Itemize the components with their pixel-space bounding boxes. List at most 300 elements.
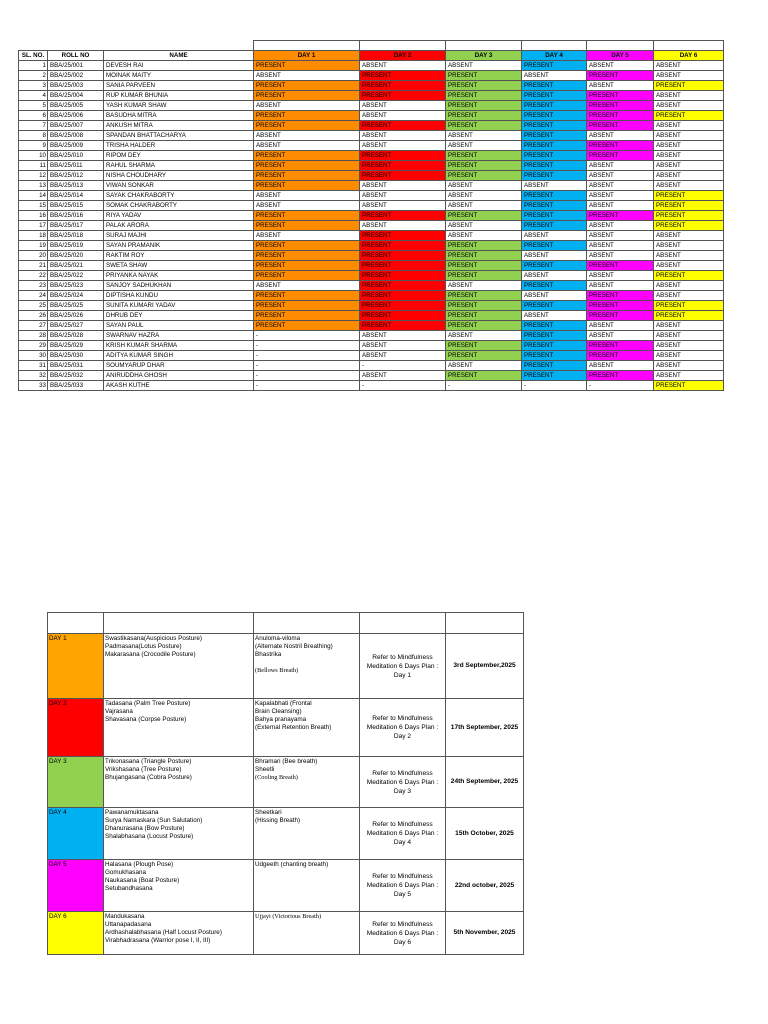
plan-day-label: DAY 3 [48, 757, 104, 808]
attendance-cell-day-2: PRESENT [360, 241, 446, 251]
roll-no-cell: BBA/25/017 [48, 221, 104, 231]
attendance-cell-day-5: ABSENT [587, 181, 654, 191]
attendance-cell-day-4: PRESENT [522, 91, 587, 101]
attendance-cell-day-2: ABSENT [360, 111, 446, 121]
attendance-cell-day-2: PRESENT [360, 171, 446, 181]
plan-header-cell [48, 613, 104, 634]
sl-no-cell: 30 [19, 351, 48, 361]
attendance-cell-day-4: PRESENT [522, 191, 587, 201]
roll-no-cell: BBA/25/001 [48, 61, 104, 71]
attendance-cell-day-1: PRESENT [254, 321, 360, 331]
plan-row [48, 634, 524, 699]
header-day-5: DAY 5 [587, 51, 654, 61]
plan-date: 24th September, 2025 [446, 757, 524, 808]
attendance-cell-day-1: - [254, 361, 360, 371]
attendance-cell-day-1: PRESENT [254, 121, 360, 131]
attendance-cell-day-2: ABSENT [360, 141, 446, 151]
table-row [19, 241, 724, 251]
sl-no-cell: 7 [19, 121, 48, 131]
roll-no-cell: BBA/25/013 [48, 181, 104, 191]
attendance-cell-day-1: PRESENT [254, 151, 360, 161]
name-cell: SURAJ MAJHI [104, 231, 254, 241]
header-day-4: DAY 4 [522, 51, 587, 61]
attendance-cell-day-4: ABSENT [522, 251, 587, 261]
sl-no-cell: 13 [19, 181, 48, 191]
plan-asanas-line: Halasana (Plough Pose) [105, 861, 174, 868]
sl-no-cell: 8 [19, 131, 48, 141]
attendance-cell-day-3: PRESENT [446, 241, 522, 251]
attendance-cell-day-6: ABSENT [654, 341, 724, 351]
name-cell: DIPTISHA KUNDU [104, 291, 254, 301]
attendance-cell-day-1: PRESENT [254, 291, 360, 301]
attendance-cell-day-2: ABSENT [360, 61, 446, 71]
plan-reference-line: Meditation 6 Days Plan : [366, 929, 439, 937]
attendance-cell-day-2: ABSENT [360, 131, 446, 141]
attendance-cell-day-3: ABSENT [446, 201, 522, 211]
sl-no-cell: 29 [19, 341, 48, 351]
roll-no-cell: BBA/25/029 [48, 341, 104, 351]
attendance-cell-day-1: PRESENT [254, 271, 360, 281]
attendance-cell-day-2: ABSENT [360, 341, 446, 351]
table-row [19, 121, 724, 131]
attendance-cell-day-6: PRESENT [654, 111, 724, 121]
attendance-cell-day-5: ABSENT [587, 331, 654, 341]
attendance-cell-day-6: PRESENT [654, 271, 724, 281]
name-cell: SAYAN PRAMANIK [104, 241, 254, 251]
plan-pranayama-line: Ujjayi (Victorious Breath) [255, 913, 322, 920]
sl-no-cell: 14 [19, 191, 48, 201]
attendance-cell-day-3: PRESENT [446, 81, 522, 91]
attendance-cell-day-6: PRESENT [654, 191, 724, 201]
attendance-cell-day-6: PRESENT [654, 81, 724, 91]
attendance-cell-day-3: PRESENT [446, 351, 522, 361]
sl-no-cell: 5 [19, 101, 48, 111]
table-row [19, 81, 724, 91]
plan-header-cell [104, 613, 254, 634]
plan-pranayama-line: Bhastrika [255, 651, 282, 658]
plan-pranayama-line: Sheetli [255, 766, 275, 773]
roll-no-cell: BBA/25/011 [48, 161, 104, 171]
attendance-cell-day-1: ABSENT [254, 71, 360, 81]
plan-reference-line: Refer to Mindfulness [372, 715, 433, 722]
attendance-cell-day-2: PRESENT [360, 91, 446, 101]
attendance-cell-day-4: ABSENT [522, 311, 587, 321]
table-row [19, 131, 724, 141]
roll-no-cell: BBA/25/026 [48, 311, 104, 321]
plan-row [48, 808, 524, 860]
plan-day-label: DAY 6 [48, 912, 104, 955]
attendance-cell-day-1: - [254, 351, 360, 361]
table-row [19, 171, 724, 181]
sl-no-cell: 22 [19, 271, 48, 281]
table-row [19, 101, 724, 111]
name-cell: SANIA PARVEEN [104, 81, 254, 91]
roll-no-cell: BBA/25/007 [48, 121, 104, 131]
attendance-cell-day-4: PRESENT [522, 371, 587, 381]
attendance-cell-day-3: PRESENT [446, 171, 522, 181]
attendance-cell-day-2: PRESENT [360, 151, 446, 161]
attendance-cell-day-6: ABSENT [654, 161, 724, 171]
plan-pranayama-line [255, 659, 358, 667]
attendance-cell-day-3: PRESENT [446, 251, 522, 261]
attendance-cell-day-3: ABSENT [446, 141, 522, 151]
roll-no-cell: BBA/25/021 [48, 261, 104, 271]
attendance-cell-day-5: ABSENT [587, 241, 654, 251]
attendance-cell-day-5: PRESENT [587, 371, 654, 381]
table-row [19, 361, 724, 371]
attendance-cell-day-6: ABSENT [654, 171, 724, 181]
attendance-cell-day-2: PRESENT [360, 301, 446, 311]
table-row [19, 231, 724, 241]
sl-no-cell: 10 [19, 151, 48, 161]
attendance-cell-day-1: PRESENT [254, 181, 360, 191]
plan-pranayama [254, 699, 360, 757]
attendance-cell-day-3: PRESENT [446, 291, 522, 301]
plan-pranayama-line: (Bellows Breath) [255, 667, 299, 674]
attendance-cell-day-3: PRESENT [446, 321, 522, 331]
attendance-cell-day-6: ABSENT [654, 151, 724, 161]
sl-no-cell: 23 [19, 281, 48, 291]
table-row [19, 91, 724, 101]
plan-reference-line: Meditation 6 Days Plan : [366, 724, 439, 731]
attendance-cell-day-6: ABSENT [654, 131, 724, 141]
plan-row [48, 699, 524, 757]
attendance-cell-day-1: PRESENT [254, 171, 360, 181]
attendance-cell-day-3: PRESENT [446, 121, 522, 131]
attendance-cell-day-6: ABSENT [654, 361, 724, 371]
attendance-cell-day-2: PRESENT [360, 321, 446, 331]
attendance-cell-day-5: PRESENT [587, 101, 654, 111]
attendance-table [18, 40, 724, 391]
plan-reference [360, 699, 446, 757]
attendance-cell-day-1: PRESENT [254, 261, 360, 271]
plan-asanas-line: Vajrasana [105, 708, 133, 715]
attendance-cell-day-2: PRESENT [360, 281, 446, 291]
header-day-1: DAY 1 [254, 51, 360, 61]
attendance-cell-day-5: ABSENT [587, 281, 654, 291]
attendance-cell-day-6: ABSENT [654, 101, 724, 111]
table-row [19, 111, 724, 121]
plan-pranayama-line: Bhramari (Bee breath) [255, 758, 318, 765]
plan-pranayama-line: Kapalabhati (Frontal [255, 700, 312, 707]
attendance-cell-day-6: ABSENT [654, 241, 724, 251]
header-day-6: DAY 6 [654, 51, 724, 61]
attendance-cell-day-3: PRESENT [446, 111, 522, 121]
name-cell: DHRUB DEY [104, 311, 254, 321]
plan-reference-line: Meditation 6 Days Plan : [366, 778, 439, 786]
sl-no-cell: 6 [19, 111, 48, 121]
sl-no-cell: 9 [19, 141, 48, 151]
name-cell: SPANDAN BHATTACHARYA [104, 131, 254, 141]
attendance-cell-day-4: PRESENT [522, 301, 587, 311]
roll-no-cell: BBA/25/015 [48, 201, 104, 211]
plan-reference-line: Refer to Mindfulness [372, 769, 433, 777]
attendance-cell-day-2: ABSENT [360, 191, 446, 201]
attendance-cell-day-5: PRESENT [587, 71, 654, 81]
plan-reference-line: Day 6 [393, 938, 412, 946]
plan-reference-line: Refer to Mindfulness [372, 653, 433, 661]
attendance-cell-day-4: PRESENT [522, 61, 587, 71]
attendance-cell-day-1: PRESENT [254, 221, 360, 231]
plan-asanas [104, 860, 254, 912]
attendance-cell-day-6: PRESENT [654, 381, 724, 391]
plan-pranayama [254, 634, 360, 699]
plan-pranayama-line: (Alternate Nostril Breathing) [255, 643, 333, 650]
attendance-cell-day-6: ABSENT [654, 371, 724, 381]
attendance-cell-day-1: - [254, 381, 360, 391]
sl-no-cell: 15 [19, 201, 48, 211]
plan-pranayama-line: Anuloma-viloma [255, 635, 301, 642]
plan-asanas [104, 699, 254, 757]
attendance-cell-day-4: PRESENT [522, 281, 587, 291]
attendance-cell-day-6: ABSENT [654, 91, 724, 101]
name-cell: RAHUL SHARMA [104, 161, 254, 171]
attendance-cell-day-4: PRESENT [522, 331, 587, 341]
plan-asanas-line: Surya Namaskara (Sun Salutation) [105, 817, 203, 824]
table-row [19, 201, 724, 211]
attendance-cell-day-3: ABSENT [446, 231, 522, 241]
name-cell: TRISHA HALDER [104, 141, 254, 151]
name-cell: AKASH KUTHE [104, 381, 254, 391]
attendance-cell-day-2: PRESENT [360, 121, 446, 131]
table-row [19, 191, 724, 201]
roll-no-cell: BBA/25/008 [48, 131, 104, 141]
plan-pranayama-line: Brain Cleansing) [255, 708, 302, 715]
roll-no-cell: BBA/25/012 [48, 171, 104, 181]
attendance-cell-day-5: PRESENT [587, 351, 654, 361]
attendance-cell-day-3: PRESENT [446, 71, 522, 81]
plan-asanas [104, 757, 254, 808]
name-cell: SOUMYARUP DHAR [104, 361, 254, 371]
attendance-cell-day-2: PRESENT [360, 81, 446, 91]
attendance-cell-day-1: PRESENT [254, 81, 360, 91]
attendance-cell-day-4: ABSENT [522, 231, 587, 241]
plan-pranayama-line: (External Retention Breath) [255, 724, 332, 731]
attendance-cell-day-5: - [587, 381, 654, 391]
attendance-body [19, 61, 724, 391]
attendance-cell-day-6: ABSENT [654, 351, 724, 361]
table-row [19, 301, 724, 311]
name-cell: SAYAN PAUL [104, 321, 254, 331]
plan-reference-line: Meditation 6 Days Plan : [366, 830, 439, 837]
attendance-cell-day-4: PRESENT [522, 321, 587, 331]
plan-reference-line: Day 4 [393, 839, 412, 846]
attendance-cell-day-6: ABSENT [654, 231, 724, 241]
attendance-cell-day-5: PRESENT [587, 141, 654, 151]
attendance-cell-day-2: PRESENT [360, 261, 446, 271]
plan-date: 22nd october, 2025 [446, 860, 524, 912]
attendance-cell-day-6: PRESENT [654, 211, 724, 221]
plan-asanas-line: Padmasana(Lotus Posture) [105, 643, 182, 650]
name-cell: ANIRUDDHA GHOSH [104, 371, 254, 381]
attendance-cell-day-1: PRESENT [254, 211, 360, 221]
plan-reference-line: Meditation 6 Days Plan : [366, 882, 439, 889]
attendance-cell-day-5: ABSENT [587, 161, 654, 171]
attendance-cell-day-5: ABSENT [587, 201, 654, 211]
plan-pranayama-line: Sheetkari [255, 809, 282, 816]
attendance-cell-day-3: PRESENT [446, 341, 522, 351]
attendance-cell-day-1: ABSENT [254, 231, 360, 241]
plan-asanas-line: Naukasana (Boat Posture) [105, 877, 180, 884]
attendance-cell-day-3: ABSENT [446, 221, 522, 231]
attendance-cell-day-1: - [254, 331, 360, 341]
attendance-cell-day-4: PRESENT [522, 111, 587, 121]
attendance-cell-day-1: - [254, 371, 360, 381]
attendance-cell-day-5: PRESENT [587, 311, 654, 321]
attendance-cell-day-3: ABSENT [446, 331, 522, 341]
attendance-cell-day-3: PRESENT [446, 91, 522, 101]
table-row [19, 281, 724, 291]
attendance-cell-day-2: PRESENT [360, 311, 446, 321]
attendance-cell-day-5: ABSENT [587, 131, 654, 141]
attendance-cell-day-4: PRESENT [522, 141, 587, 151]
plan-asanas-line: Shalabhasana (Locust Posture) [105, 833, 194, 840]
attendance-cell-day-6: PRESENT [654, 221, 724, 231]
sl-no-cell: 28 [19, 331, 48, 341]
attendance-cell-day-2: ABSENT [360, 371, 446, 381]
attendance-cell-day-1: - [254, 341, 360, 351]
attendance-cell-day-4: ABSENT [522, 291, 587, 301]
plan-row [48, 912, 524, 955]
name-cell: SAYAK CHAKRABORTY [104, 191, 254, 201]
plan-asanas [104, 912, 254, 955]
plan-reference [360, 808, 446, 860]
attendance-cell-day-1: ABSENT [254, 201, 360, 211]
name-cell: SOMAK CHAKRABORTY [104, 201, 254, 211]
attendance-cell-day-4: PRESENT [522, 361, 587, 371]
attendance-cell-day-4: PRESENT [522, 81, 587, 91]
attendance-cell-day-3: PRESENT [446, 301, 522, 311]
attendance-cell-day-6: PRESENT [654, 301, 724, 311]
name-cell: NISHA CHOUDHARY [104, 171, 254, 181]
sl-no-cell: 4 [19, 91, 48, 101]
roll-no-cell: BBA/25/023 [48, 281, 104, 291]
attendance-cell-day-3: ABSENT [446, 361, 522, 371]
attendance-cell-day-5: ABSENT [587, 191, 654, 201]
attendance-cell-day-1: ABSENT [254, 131, 360, 141]
table-row [19, 311, 724, 321]
name-cell: VIWAN SONKAR [104, 181, 254, 191]
sl-no-cell: 18 [19, 231, 48, 241]
plan-reference-line: Day 3 [393, 787, 412, 795]
plan-reference-line: Refer to Mindfulness [372, 920, 433, 928]
attendance-cell-day-6: ABSENT [654, 121, 724, 131]
attendance-cell-day-6: PRESENT [654, 311, 724, 321]
attendance-cell-day-2: ABSENT [360, 351, 446, 361]
sl-no-cell: 32 [19, 371, 48, 381]
plan-asanas-line: Makarasana (Crocodile Posture) [105, 651, 196, 658]
plan-pranayama-line: (Hissing Breath) [255, 817, 301, 824]
attendance-cell-day-1: ABSENT [254, 191, 360, 201]
plan-reference-line: Day 1 [393, 671, 412, 679]
roll-no-cell: BBA/25/018 [48, 231, 104, 241]
roll-no-cell: BBA/25/014 [48, 191, 104, 201]
plan-pranayama-line: (Cooling Breath) [255, 774, 298, 781]
attendance-cell-day-5: PRESENT [587, 301, 654, 311]
attendance-cell-day-3: PRESENT [446, 261, 522, 271]
attendance-cell-day-3: ABSENT [446, 61, 522, 71]
attendance-cell-day-2: ABSENT [360, 221, 446, 231]
table-row [19, 221, 724, 231]
attendance-cell-day-4: PRESENT [522, 131, 587, 141]
attendance-cell-day-3: PRESENT [446, 271, 522, 281]
sl-no-cell: 11 [19, 161, 48, 171]
header-name: NAME [104, 51, 254, 61]
yoga-plan-table [47, 612, 524, 955]
attendance-cell-day-6: ABSENT [654, 291, 724, 301]
name-cell: PRIYANKA NAYAK [104, 271, 254, 281]
attendance-cell-day-1: PRESENT [254, 301, 360, 311]
table-row [19, 331, 724, 341]
name-cell: PALAK ARORA [104, 221, 254, 231]
attendance-cell-day-1: PRESENT [254, 111, 360, 121]
plan-asanas-line: Setubandhasana [105, 885, 153, 892]
plan-reference [360, 757, 446, 808]
blank-header-row [19, 41, 724, 51]
plan-asanas-line: Tadasana (Palm Tree Posture) [105, 700, 191, 707]
header-day-3: DAY 3 [446, 51, 522, 61]
plan-asanas-line: Virabhadrasana (Warrior pose I, II, III) [105, 937, 211, 944]
table-row [19, 251, 724, 261]
sl-no-cell: 21 [19, 261, 48, 271]
attendance-cell-day-5: PRESENT [587, 121, 654, 131]
attendance-cell-day-2: - [360, 361, 446, 371]
table-row [19, 371, 724, 381]
header-day-2: DAY 2 [360, 51, 446, 61]
plan-pranayama [254, 808, 360, 860]
attendance-cell-day-1: PRESENT [254, 241, 360, 251]
table-row [19, 291, 724, 301]
name-cell: RIYA YADAV [104, 211, 254, 221]
plan-asanas-line: Vrikshasana (Tree Posture) [105, 766, 182, 773]
name-cell: SWETA SHAW [104, 261, 254, 271]
attendance-cell-day-5: PRESENT [587, 261, 654, 271]
plan-asanas-line: Swastikasana(Auspicious Posture) [105, 635, 202, 642]
table-row [19, 151, 724, 161]
plan-reference-line: Day 2 [393, 733, 412, 740]
plan-date: 15th October, 2025 [446, 808, 524, 860]
roll-no-cell: BBA/25/030 [48, 351, 104, 361]
roll-no-cell: BBA/25/027 [48, 321, 104, 331]
sl-no-cell: 27 [19, 321, 48, 331]
roll-no-cell: BBA/25/010 [48, 151, 104, 161]
attendance-cell-day-6: ABSENT [654, 181, 724, 191]
name-cell: DEVESH RAI [104, 61, 254, 71]
plan-header-row [48, 613, 524, 634]
attendance-cell-day-2: ABSENT [360, 201, 446, 211]
table-row [19, 321, 724, 331]
attendance-cell-day-5: PRESENT [587, 291, 654, 301]
table-row [19, 61, 724, 71]
roll-no-cell: BBA/25/025 [48, 301, 104, 311]
attendance-cell-day-5: ABSENT [587, 231, 654, 241]
roll-no-cell: BBA/25/032 [48, 371, 104, 381]
attendance-cell-day-5: PRESENT [587, 341, 654, 351]
attendance-cell-day-5: ABSENT [587, 81, 654, 91]
plan-reference [360, 860, 446, 912]
attendance-cell-day-1: PRESENT [254, 61, 360, 71]
attendance-cell-day-5: PRESENT [587, 111, 654, 121]
attendance-cell-day-6: ABSENT [654, 71, 724, 81]
attendance-cell-day-2: PRESENT [360, 161, 446, 171]
sl-no-cell: 12 [19, 171, 48, 181]
plan-reference [360, 912, 446, 955]
sl-no-cell: 20 [19, 251, 48, 261]
roll-no-cell: BBA/25/031 [48, 361, 104, 371]
sl-no-cell: 26 [19, 311, 48, 321]
plan-asanas-line: Mandukasana [105, 913, 145, 920]
attendance-cell-day-2: ABSENT [360, 101, 446, 111]
